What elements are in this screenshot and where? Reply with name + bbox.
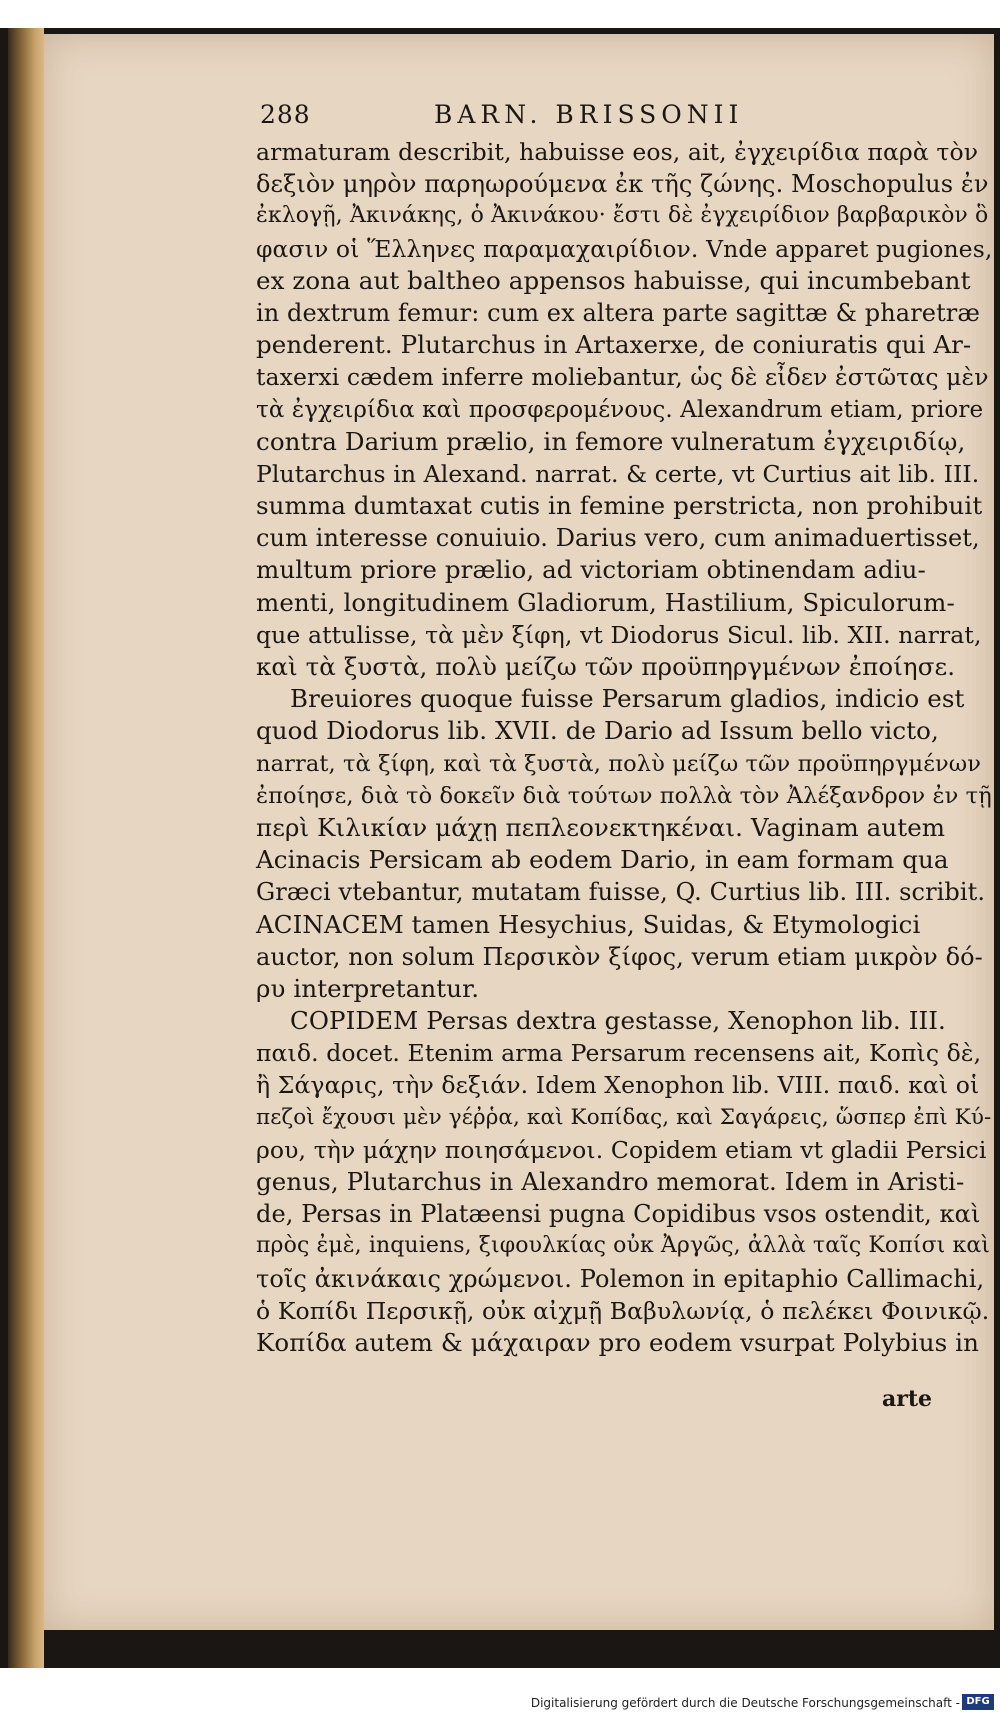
text-line: Acinacis Persicam ab eodem Dario, in eam formam qua <box>256 845 949 875</box>
text-line: τὰ ἐγχειρίδια καὶ προσφερομένους. Alexandrum etiam, priore <box>256 396 984 423</box>
text-line: armaturam describit, habuisse eos, ait, ἐγχειρίδια παρὰ τὸν <box>256 138 979 166</box>
text-line: Græci vtebantur, mutatam fuisse, Q. Curtius lib. III. scribit. <box>256 878 986 907</box>
text-line: ρυ interpretantur. <box>256 973 480 1003</box>
text-line: παιδ. docet. Etenim arma Persarum recensens ait, Κοπὶς δὲ, <box>256 1039 982 1068</box>
text-line: ἐκλογῇ, Ἀκινάκης, ὁ Ἀκινάκου· ἔστι δὲ ἐγχειρίδιον βαρβαρικὸν ὃ <box>256 203 989 229</box>
body-text <box>256 136 992 1359</box>
text-line: taxerxi cædem inferre moliebantur, ὡς δὲ εἶδεν ἐστῶτας μὲν <box>256 363 989 392</box>
binding-fold <box>8 28 44 1668</box>
text-line: quod Diodorus lib. XVII. de Dario ad Issum bello victo, <box>256 716 939 746</box>
text-line: penderent. Plutarchus in Artaxerxe, de coniuratis qui Ar- <box>256 330 972 360</box>
catchword: arte <box>881 1386 932 1412</box>
text-line: τοῖς ἀκινάκαις χρώμενοι. Polemon in epitaphio Callimachi, <box>256 1264 985 1293</box>
text-line: φασιν οἱ Ἕλληνες παραμαχαιρίδιον. Vnde apparet pugiones, <box>256 234 993 263</box>
text-line: summa dumtaxat cutis in femine perstricta, non prohibuit <box>256 491 983 521</box>
text-line: cum interesse conuiuio. Darius vero, cum animaduertisset, <box>256 524 980 553</box>
page-content <box>256 96 992 1359</box>
text-line: genus, Plutarchus in Alexandro memorat. Idem in Aristi- <box>256 1167 965 1196</box>
text-line: ἐποίησε, διὰ τὸ δοκεῖν διὰ τούτων πολλὰ τὸν Ἀλέξανδρον ἐν τῇ <box>256 782 992 809</box>
text-line: de, Persas in Platæensi pugna Copidibus vsos ostendit, καὶ <box>256 1200 981 1229</box>
text-line: ἢ Σάγαρις, τὴν δεξιάν. Idem Xenophon lib. VIII. παιδ. καὶ οἱ <box>256 1071 980 1100</box>
text-line: Κοπίδα autem & μάχαιραν pro eodem vsurpat Polybius in <box>256 1327 979 1357</box>
text-line: que attulisse, τὰ μὲν ξίφη, vt Diodorus Sicul. lib. XII. narrat, <box>256 620 982 649</box>
text-line: ρου, τὴν μάχην ποιησάμενοι. Copidem etiam vt gladii Persici <box>256 1135 987 1164</box>
text-line: ex zona aut baltheo appensos habuisse, qui incumbebant <box>256 265 971 295</box>
text-line: narrat, τὰ ξίφη, καὶ τὰ ξυστὰ, πολὺ μείζω τῶν προϋπηργμένων <box>256 750 982 777</box>
text-line: menti, longitudinem Gladiorum, Hastilium, Spiculorum- <box>256 587 955 617</box>
text-line: περὶ Κιλικίαν μάχῃ πεπλεονεκτηκέναι. Vaginam autem <box>256 812 946 842</box>
text-line: ACINACEM tamen Hesychius, Suidas, & Etymologici <box>256 909 921 939</box>
running-head <box>256 96 992 136</box>
page-number: 288 <box>260 100 311 129</box>
text-line: in dextrum femur: cum ex altera parte sagittæ & pharetræ <box>256 298 981 327</box>
text-line: auctor, non solum Περσικὸν ξίφος, verum etiam μικρὸν δό- <box>256 942 983 971</box>
text-line: multum priore prælio, ad victoriam obtinendam adiu- <box>256 555 926 585</box>
text-line: πεζοὶ ἔχουσι μὲν γέῤῥα, καὶ Κοπίδας, καὶ Σαγάρεις, ὥσπερ ἐπὶ Κύ- <box>256 1104 992 1130</box>
footer-credit: Digitalisierung gefördert durch die Deutsche Forschungsgemeinschaft - <box>530 1696 960 1710</box>
text-line: πρὸς ἐμὲ, inquiens, ξιφουλκίας οὐκ Ἀργῶς, ἀλλὰ ταῖς Κοπίσι καὶ <box>256 1233 991 1259</box>
text-line: contra Darium prælio, in femore vulneratum ἐγχειριδίῳ, <box>256 426 966 456</box>
dfg-logo-icon: DFG <box>962 1694 994 1710</box>
text-line: δεξιὸν μηρὸν παρηωρούμενα ἐκ τῆς ζώνης. Moschopulus ἐν <box>256 170 989 199</box>
running-head-title: BARN. BRISSONII <box>434 100 744 129</box>
book-page <box>44 34 994 1630</box>
text-line: καὶ τὰ ξυστὰ, πολὺ μείζω τῶν προϋπηργμένων ἐποίησε. <box>256 652 956 681</box>
text-line: Breuiores quoque fuisse Persarum gladios, indicio est <box>290 684 965 714</box>
text-line: ὁ Κοπίδι Περσικῇ, οὐκ αἰχμῇ Βαβυλωνίᾳ, ὁ πελέκει Φοινικῷ. <box>256 1296 990 1325</box>
text-line: Plutarchus in Alexand. narrat. & certe, vt Curtius ait lib. III. <box>256 459 980 488</box>
text-line: COPIDEM Persas dextra gestasse, Xenophon lib. III. <box>290 1006 946 1036</box>
